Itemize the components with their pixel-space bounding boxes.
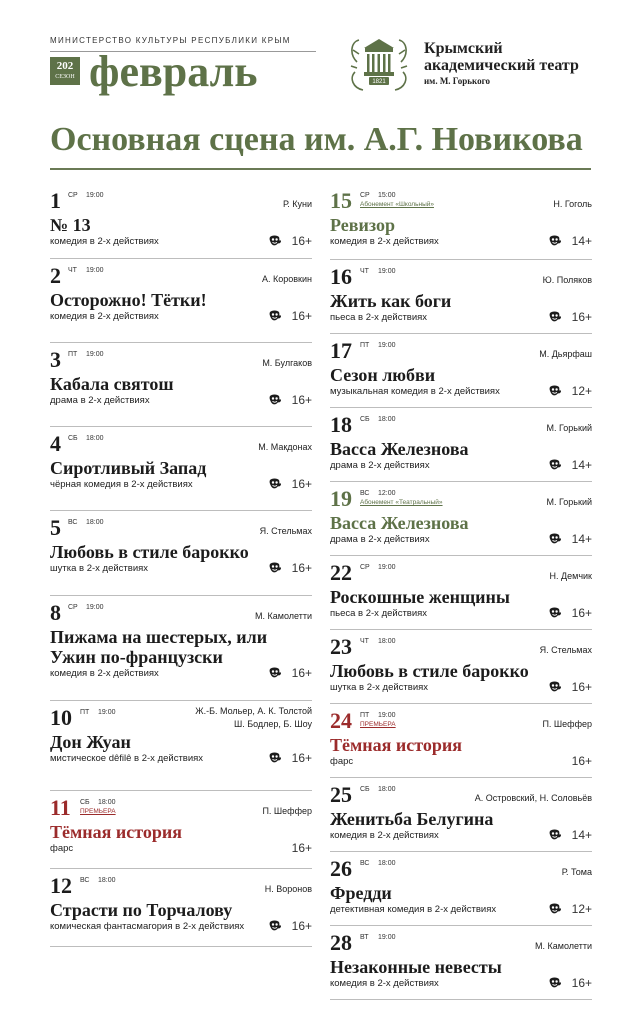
weekday: ЧТ [68, 267, 77, 274]
author: П. Шеффер [542, 719, 592, 729]
day-number: 10 [50, 705, 72, 730]
theatre-mask-icon [268, 561, 282, 575]
theatre-mask-icon [548, 532, 562, 546]
show-title: № 13 [50, 215, 91, 235]
season-badge [50, 57, 80, 85]
schedule-entry [50, 343, 312, 427]
genre: комическая фантасмагория в 2-х действиях [50, 921, 245, 932]
show-time: 19:00 [86, 267, 104, 274]
day-number: 19 [330, 486, 352, 511]
weekday: ПТ [360, 342, 370, 349]
age-rating: 16+ [571, 976, 592, 990]
weekday: ПТ [80, 709, 90, 716]
schedule-right-column [330, 184, 592, 1000]
show-title: Васса Железнова [330, 439, 469, 459]
show-title: Васса Железнова [330, 513, 469, 533]
author: М. Горький [546, 423, 592, 433]
weekday: ВС [68, 519, 78, 526]
age-rating: 16+ [291, 393, 312, 407]
subscription-label: Абонемент «Школьный» [360, 201, 434, 208]
day-number: 5 [50, 515, 61, 540]
theatre-mask-icon [268, 751, 282, 765]
show-time: 18:00 [86, 519, 104, 526]
show-time: 19:00 [378, 564, 396, 571]
genre: комедия в 2-х действиях [50, 311, 159, 322]
age-rating: 16+ [291, 477, 312, 491]
show-title-line2: Ужин по-французски [50, 647, 223, 667]
show-time: 19:00 [378, 268, 396, 275]
stage-title: Основная сцена им. А.Г. Новикова [50, 121, 583, 158]
age-rating: 12+ [571, 902, 592, 916]
show-title: Дон Жуан [50, 732, 131, 752]
weekday: ПТ [68, 351, 78, 358]
logo-year: 1821 [372, 79, 386, 85]
premiere-label: ПРЕМЬЕРА [80, 808, 116, 815]
genre: детективная комедия в 2-х действиях [330, 904, 497, 915]
weekday: СР [68, 604, 78, 611]
genre: комедия в 2-х действиях [330, 830, 439, 841]
author: М. Дьярфаш [539, 349, 592, 359]
theatre-mask-icon [548, 384, 562, 398]
weekday: СР [360, 192, 370, 199]
show-time: 18:00 [378, 638, 396, 645]
author: Н. Воронов [264, 884, 312, 894]
genre: пьеса в 2-х действиях [330, 312, 428, 323]
show-time: 18:00 [98, 877, 116, 884]
weekday: ПТ [360, 712, 370, 719]
age-rating: 14+ [571, 828, 592, 842]
author: Р. Куни [282, 199, 312, 209]
theatre-mask-icon [548, 902, 562, 916]
theatre-mask-icon [548, 234, 562, 248]
theatre-mask-icon [548, 310, 562, 324]
show-title: Жить как боги [330, 291, 452, 311]
show-title: Кабала святош [50, 374, 174, 394]
age-rating: 14+ [571, 458, 592, 472]
show-time: 12:00 [378, 490, 396, 497]
theatre-mask-icon [548, 976, 562, 990]
schedule-entry [330, 926, 592, 1000]
theatre-mask-icon [548, 458, 562, 472]
schedule-entry [330, 408, 592, 482]
day-number: 11 [50, 795, 71, 820]
show-time: 18:00 [98, 799, 116, 806]
show-time: 19:00 [86, 604, 104, 611]
show-title: Пижама на шестерых, или [50, 627, 268, 647]
premiere-label: ПРЕМЬЕРА [360, 721, 396, 728]
author: М. Горький [546, 497, 592, 507]
genre: комедия в 2-х действиях [50, 668, 159, 679]
show-title: Тёмная история [50, 822, 182, 842]
age-rating: 16+ [571, 606, 592, 620]
author: Н. Демчик [549, 571, 592, 581]
author: М. Булгаков [262, 358, 312, 368]
show-time: 19:00 [378, 712, 396, 719]
day-number: 22 [330, 560, 352, 585]
show-title: Осторожно! Тётки! [50, 290, 207, 310]
day-number: 24 [330, 708, 352, 733]
schedule-entry [50, 701, 312, 791]
age-rating: 12+ [571, 384, 592, 398]
show-title: Ревизор [330, 215, 395, 235]
genre: фарс [330, 756, 354, 767]
age-rating: 16+ [291, 234, 312, 248]
weekday: СБ [360, 416, 370, 423]
show-time: 19:00 [86, 192, 104, 199]
weekday: ВС [80, 877, 90, 884]
schedule-entry [50, 427, 312, 511]
age-rating: 16+ [291, 561, 312, 575]
show-time: 19:00 [86, 351, 104, 358]
genre: шутка в 2-х действиях [50, 563, 149, 574]
author: А. Островский, Н. Соловьёв [474, 793, 592, 803]
theatre-name-line1: Крымский [424, 40, 503, 57]
show-title: Страсти по Торчалову [50, 900, 233, 920]
age-rating: 16+ [571, 754, 592, 768]
author: А. Коровкин [262, 274, 312, 284]
show-time: 18:00 [378, 786, 396, 793]
show-title: Тёмная история [330, 735, 462, 755]
show-time: 15:00 [378, 192, 396, 199]
schedule-entry [330, 260, 592, 334]
age-rating: 16+ [291, 751, 312, 765]
schedule-entry [50, 869, 312, 947]
schedule-entry [330, 852, 592, 926]
genre: драма в 2-х действиях [330, 460, 430, 471]
show-time: 19:00 [378, 934, 396, 941]
weekday: СР [360, 564, 370, 571]
weekday: ВС [360, 860, 370, 867]
schedule-entry [330, 184, 592, 260]
author: Ю. Поляков [542, 275, 592, 285]
theatre-mask-icon [268, 234, 282, 248]
day-number: 2 [50, 263, 61, 288]
show-time: 18:00 [378, 860, 396, 867]
genre: фарс [50, 843, 74, 854]
day-number: 4 [50, 431, 61, 456]
author: Я. Стельмах [539, 645, 592, 655]
show-title: Сиротливый Запад [50, 458, 207, 478]
schedule-entry [330, 556, 592, 630]
age-rating: 16+ [291, 919, 312, 933]
show-title: Любовь в стиле барокко [330, 661, 529, 681]
show-title: Женитьба Белугина [330, 809, 494, 829]
schedule-entry [330, 704, 592, 778]
author: Н. Гоголь [553, 199, 592, 209]
day-number: 3 [50, 347, 61, 372]
weekday: ЧТ [360, 638, 369, 645]
schedule-entry [330, 630, 592, 704]
day-number: 8 [50, 600, 61, 625]
day-number: 25 [330, 782, 352, 807]
show-title: Фредди [330, 883, 392, 903]
genre: драма в 2-х действиях [50, 395, 150, 406]
schedule-entry [330, 778, 592, 852]
genre: музыкальная комедия в 2-х действиях [330, 386, 500, 397]
weekday: ВС [360, 490, 370, 497]
schedule-entry [330, 482, 592, 556]
theatre-mask-icon [268, 477, 282, 491]
weekday: СБ [68, 435, 78, 442]
day-number: 16 [330, 264, 352, 289]
show-time: 18:00 [86, 435, 104, 442]
author-line2: Ш. Бодлер, Б. Шоу [233, 719, 312, 729]
author: Ж.-Б. Мольер, А. К. Толстой [195, 706, 312, 716]
author: Р. Тома [561, 867, 592, 877]
schedule-entry [50, 791, 312, 869]
show-title: Сезон любви [330, 365, 436, 385]
genre: комедия в 2-х действиях [330, 978, 439, 989]
schedule-entry [330, 334, 592, 408]
theatre-mask-icon [268, 919, 282, 933]
day-number: 12 [50, 873, 72, 898]
author: М. Макдонах [258, 442, 312, 452]
schedule-entry [50, 511, 312, 596]
genre: шутка в 2-х действиях [330, 682, 429, 693]
theatre-name [424, 40, 579, 86]
genre: мистическое dêfilê в 2-х действиях [50, 753, 204, 764]
schedule-entry [50, 596, 312, 701]
show-time: 19:00 [98, 709, 116, 716]
day-number: 1 [50, 188, 61, 213]
age-rating: 16+ [571, 680, 592, 694]
day-number: 17 [330, 338, 352, 363]
age-rating: 14+ [571, 532, 592, 546]
theatre-mask-icon [548, 828, 562, 842]
genre: драма в 2-х действиях [330, 534, 430, 545]
season-label: СЕЗОН [55, 74, 75, 80]
day-number: 23 [330, 634, 352, 659]
day-number: 26 [330, 856, 352, 881]
author: П. Шеффер [262, 806, 312, 816]
show-title: Роскошные женщины [330, 587, 510, 607]
genre: чёрная комедия в 2-х действиях [50, 479, 193, 490]
entry-divider [330, 999, 592, 1000]
age-rating: 16+ [291, 666, 312, 680]
genre: пьеса в 2-х действиях [330, 608, 428, 619]
genre: комедия в 2-х действиях [50, 236, 159, 247]
theatre-logo-icon [347, 32, 411, 96]
schedule-entry [50, 184, 312, 259]
subscription-label: Абонемент «Театральный» [360, 499, 443, 506]
day-number: 15 [330, 188, 352, 213]
entry-divider [50, 946, 312, 947]
theatre-mask-icon [268, 393, 282, 407]
ministry-label: МИНИСТЕРСТВО КУЛЬТУРЫ РЕСПУБЛИКИ КРЫМ [50, 36, 291, 45]
weekday: ЧТ [360, 268, 369, 275]
age-rating: 16+ [571, 310, 592, 324]
weekday: СБ [360, 786, 370, 793]
show-time: 18:00 [378, 416, 396, 423]
theatre-name-line3: им. М. Горького [424, 76, 490, 86]
age-rating: 16+ [291, 309, 312, 323]
theatre-name-line2: академический театр [424, 57, 579, 74]
title-rule [50, 168, 591, 170]
age-rating: 14+ [571, 234, 592, 248]
theatre-mask-icon [548, 606, 562, 620]
season-year: 202 [56, 60, 74, 72]
weekday: СР [68, 192, 78, 199]
day-number: 18 [330, 412, 352, 437]
author: М. Камолетти [255, 611, 312, 621]
theatre-mask-icon [268, 309, 282, 323]
schedule-left-column [50, 184, 312, 947]
author: М. Камолетти [535, 941, 592, 951]
weekday: ВТ [360, 934, 369, 941]
age-rating: 16+ [291, 841, 312, 855]
weekday: СБ [80, 799, 90, 806]
show-title: Незаконные невесты [330, 957, 502, 977]
genre: комедия в 2-х действиях [330, 236, 439, 247]
show-time: 19:00 [378, 342, 396, 349]
day-number: 28 [330, 930, 352, 955]
month-title: февраль [89, 47, 258, 96]
schedule-entry [50, 259, 312, 343]
show-title: Любовь в стиле барокко [50, 542, 249, 562]
theatre-mask-icon [268, 666, 282, 680]
theatre-mask-icon [548, 680, 562, 694]
author: Я. Стельмах [259, 526, 312, 536]
